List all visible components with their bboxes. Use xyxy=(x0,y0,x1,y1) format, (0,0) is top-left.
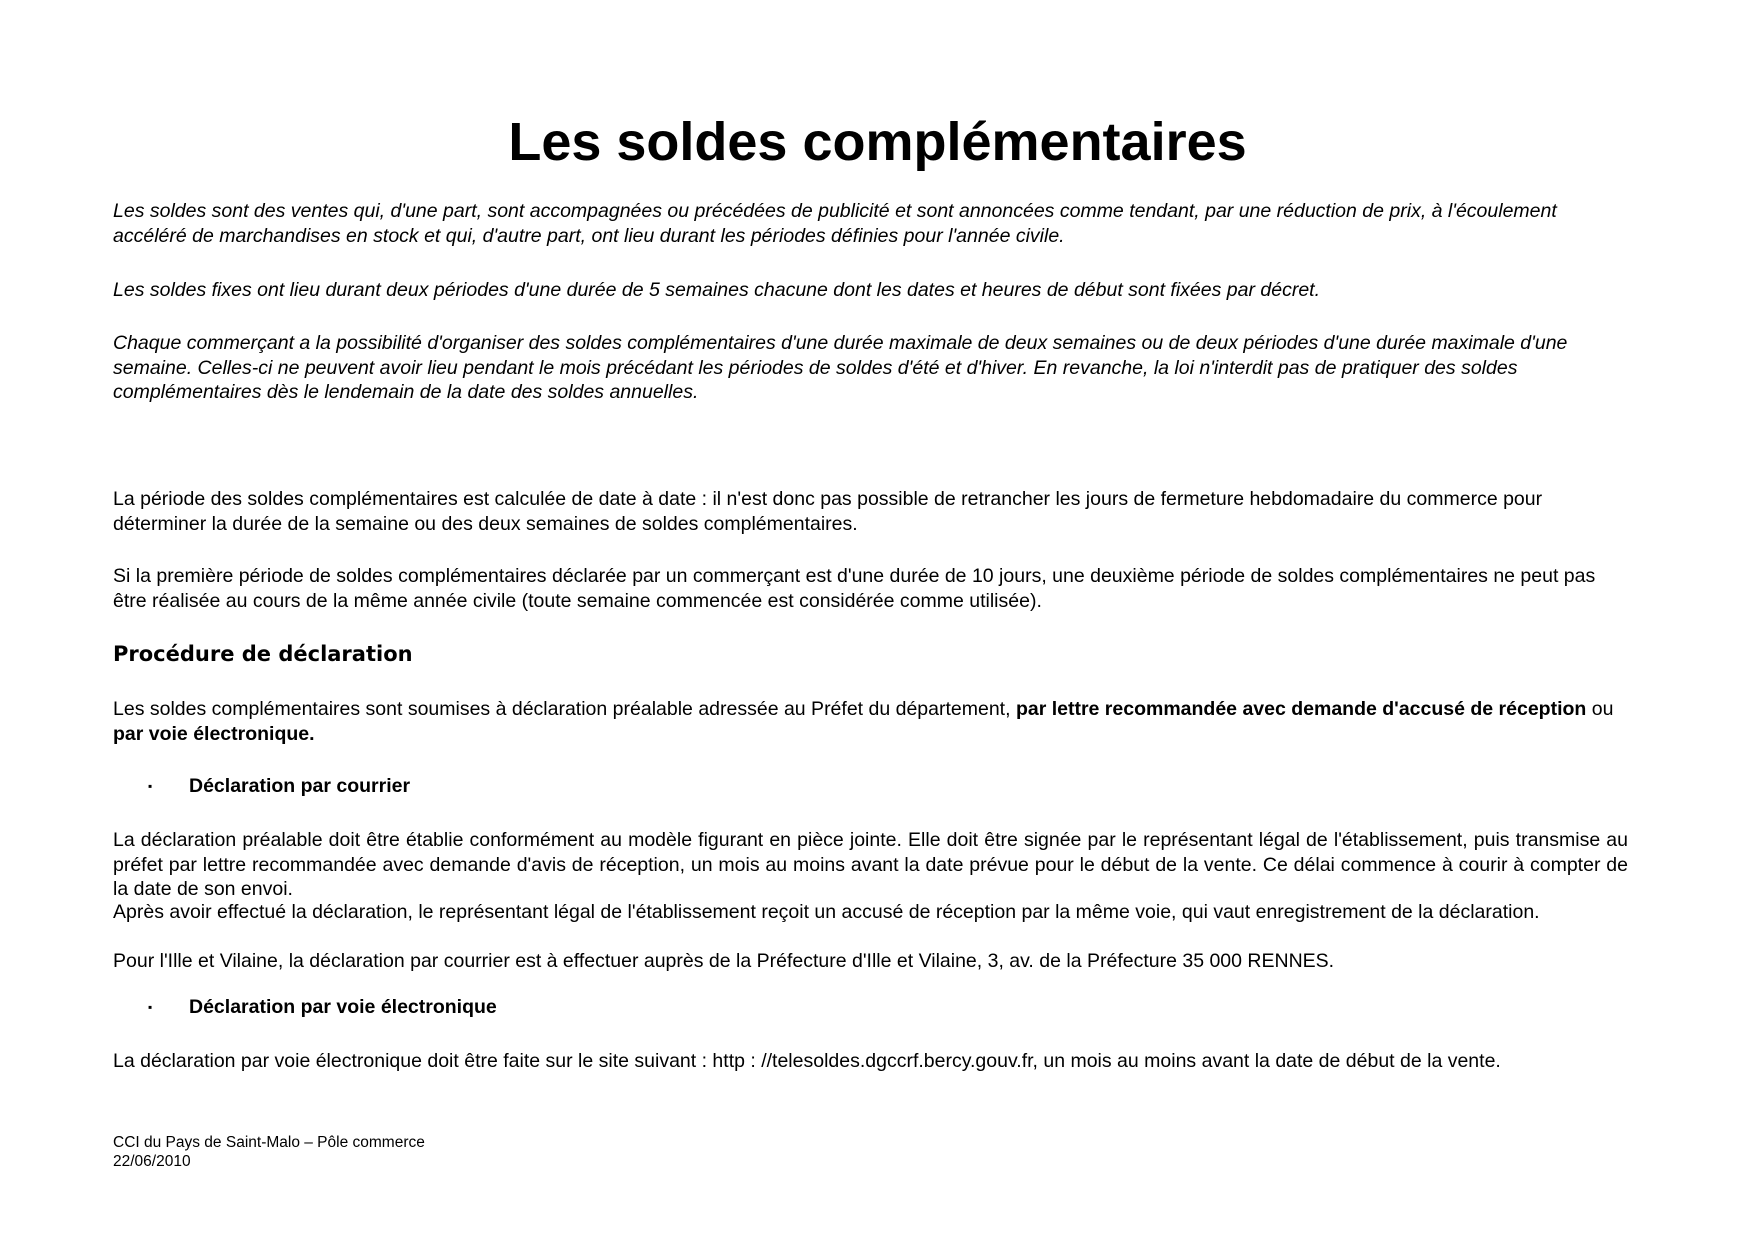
paragraph-period-calculation: La période des soldes complémentaires est calculée de date à date : il n'est donc pas possible de retrancher les jours de fermeture hebdomadaire du commerce pour déterminer la durée de la semaine ou des deux semaines de soldes complémentaires. xyxy=(113,488,1543,535)
page-title: Les soldes complémentaires xyxy=(508,112,1247,172)
procedure-intro-electronic: par voie électronique. xyxy=(113,722,315,745)
paragraph-electronic-procedure: La déclaration par voie électronique doit être faite sur le site suivant : http : //telesoldes.dgccrf.bercy.gouv.fr, un mois au moins avant la date de début de la vente. xyxy=(113,1050,1501,1072)
bullet-label-electronique: Déclaration par voie électronique xyxy=(189,996,497,1018)
intro-paragraph-definition: Les soldes sont des ventes qui, d'une part, sont accompagnées ou précédées de publicité et sont annoncées comme tendant, par une réduction de prix, à l'écoulement accéléré de marchandises en stock et qui, d'autre part, ont lieu durant les périodes définies pour l'année civile. xyxy=(113,200,1557,247)
page-footer xyxy=(113,1133,425,1171)
bullet-label-courrier: Déclaration par courrier xyxy=(189,775,411,797)
bullet-square-icon: ▪ xyxy=(148,1000,153,1014)
paragraph-procedure-intro xyxy=(113,697,1628,746)
procedure-intro-registered-letter: par lettre recommandée avec demande d'accusé de réception xyxy=(1015,698,1587,720)
paragraph-second-period: Si la première période de soldes complémentaires déclarée par un commerçant est d'une durée de 10 jours, une deuxième période de soldes complémentaires ne peut pas être réalisée au cours de la même année civile (toute semaine commencée est considérée comme utilisée). xyxy=(113,565,1596,612)
procedure-intro-conjunction: ou xyxy=(1586,698,1614,720)
paragraph-courrier-address: Pour l'Ille et Vilaine, la déclaration par courrier est à effectuer auprès de la Préfecture d'Ille et Vilaine, 3, av. de la Préfecture 35 000 RENNES. xyxy=(113,950,1335,972)
paragraph-courrier-procedure: La déclaration préalable doit être établie conformément au modèle figurant en pièce jointe. Elle doit être signée par le représentant légal de l'établissement, puis transmise au préfet par lettre recommandée avec demande d'avis de réception, un mois au moins avant la date prévue pour le début de la vente. Ce délai commence à courir à compter de la date de son envoi. xyxy=(113,829,1628,901)
paragraph-courrier-acknowledgment: Après avoir effectué la déclaration, le représentant légal de l'établissement reçoit un accusé de réception par la même voie, qui vaut enregistrement de la déclaration. xyxy=(113,901,1540,923)
footer-organization: CCI du Pays de Saint-Malo – Pôle commerce xyxy=(113,1134,425,1151)
intro-paragraph-fixed-sales: Les soldes fixes ont lieu durant deux périodes d'une durée de 5 semaines chacune dont les dates et heures de début sont fixées par décret. xyxy=(113,279,1321,301)
intro-paragraph-complementary-sales: Chaque commerçant a la possibilité d'organiser des soldes complémentaires d'une durée maximale de deux semaines ou de deux périodes d'une durée maximale d'une semaine. Celles-ci ne peuvent avoir lieu pendant le mois précédant les périodes de soldes d'été et d'hiver. En revanche, la loi n'interdit pas de pratiquer des soldes complémentaires dès le lendemain de la date des soldes annuelles. xyxy=(113,332,1568,404)
procedure-intro-text: Les soldes complémentaires sont soumises à déclaration préalable adressée au Préfet du département, xyxy=(113,698,1016,720)
bullet-square-icon: ▪ xyxy=(148,779,153,793)
section-heading-procedure: Procédure de déclaration xyxy=(113,642,413,666)
footer-date: 22/06/2010 xyxy=(113,1153,191,1170)
